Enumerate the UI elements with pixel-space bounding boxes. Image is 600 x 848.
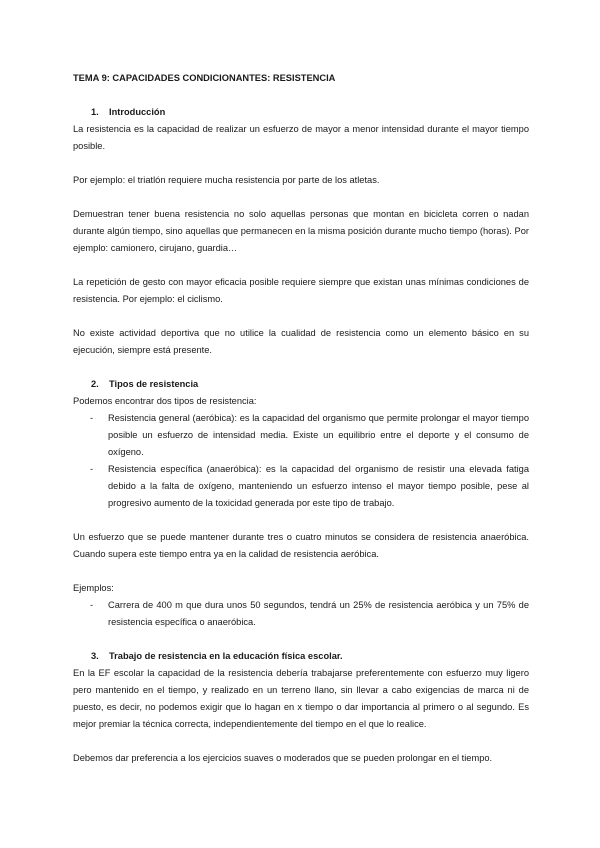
paragraph: Demuestran tener buena resistencia no solo aquellas personas que montan en bicicleta corren o nadan durante algún tiempo, sino aquellas que permanecen en la misma posición durante mucho tiempo (horas). Por ejemplo: camionero, cirujano, guardia… <box>73 209 529 253</box>
paragraph: No existe actividad deportiva que no utilice la cualidad de resistencia como un elemento básico en su ejecución, siempre está presente. <box>73 328 529 355</box>
section-number: 1. <box>91 107 99 117</box>
spacer <box>73 512 529 529</box>
list-item-text: Carrera de 400 m que dura unos 50 segundos, tendrá un 25% de resistencia aeróbica y un 75% de resistencia específica o anaeróbica. <box>108 600 529 627</box>
spacer <box>73 359 529 376</box>
spacer <box>73 308 529 325</box>
list-item-text: Resistencia general (aeróbica): es la capacidad del organismo que permite prolongar el mayor tiempo posible un esfuerzo de intensidad media. Existe un equilibrio entre el deporte y el consumo de oxígeno. <box>108 413 529 457</box>
list-item <box>73 410 529 461</box>
paragraph: En la EF escolar la capacidad de la resistencia debería trabajarse preferentemente con esfuerzo muy ligero pero mantenido en el tiempo, y realizado en un terreno llano, sin llevar a cabo exigencias de marca ni de puesto, es decir, no podemos exigir que lo hagan en x tiempo o dar importancia al primero o al segundo. Es mejor premiar la técnica correcta, independientemente del tiempo en el que lo realice. <box>73 668 529 729</box>
section-title: Trabajo de resistencia en la educación física escolar. <box>109 651 343 661</box>
paragraph: Por ejemplo: el triatlón requiere mucha resistencia por parte de los atletas. <box>73 175 380 185</box>
paragraph: Debemos dar preferencia a los ejercicios suaves o moderados que se pueden prolongar en el tiempo. <box>73 753 493 763</box>
spacer <box>73 189 529 206</box>
list-item-text: Resistencia específica (anaeróbica): es la capacidad del organismo de resistir una elevada fatiga debido a la falta de oxígeno, manteniendo un esfuerzo intenso el mayor tiempo posible, pese al progresivo aumento de la toxicidad generada por este tipo de trabajo. <box>108 464 529 508</box>
spacer <box>73 733 529 750</box>
document-body <box>73 70 529 767</box>
section-number: 3. <box>91 651 99 661</box>
document-title: TEMA 9: CAPACIDADES CONDICIONANTES: RESISTENCIA <box>73 73 336 83</box>
section-title: Introducción <box>109 107 166 117</box>
spacer <box>73 257 529 274</box>
spacer <box>73 155 529 172</box>
bullet-dash: - <box>90 464 94 474</box>
types-list <box>73 410 529 512</box>
list-item <box>73 461 529 512</box>
paragraph: Podemos encontrar dos tipos de resistencia: <box>73 396 257 406</box>
examples-list <box>73 597 529 631</box>
section-heading-tipos <box>91 376 529 393</box>
paragraph: La repetición de gesto con mayor eficacia posible requiere siempre que existan unas mínimas condiciones de resistencia. Por ejemplo: el ciclismo. <box>73 277 529 304</box>
section-heading-trabajo <box>91 648 529 665</box>
paragraph: La resistencia es la capacidad de realizar un esfuerzo de mayor a menor intensidad durante el mayor tiempo posible. <box>73 124 529 151</box>
spacer <box>73 563 529 580</box>
spacer <box>73 631 529 648</box>
examples-label: Ejemplos: <box>73 583 114 593</box>
section-number: 2. <box>91 379 99 389</box>
bullet-dash: - <box>90 600 94 610</box>
bullet-dash: - <box>90 413 94 423</box>
paragraph: Un esfuerzo que se puede mantener durante tres o cuatro minutos se considera de resistencia anaeróbica. Cuando supera este tiempo entra ya en la calidad de resistencia aeróbica. <box>73 532 529 559</box>
list-item <box>73 597 529 631</box>
section-heading-introduccion <box>91 104 529 121</box>
section-title: Tipos de resistencia <box>109 379 199 389</box>
